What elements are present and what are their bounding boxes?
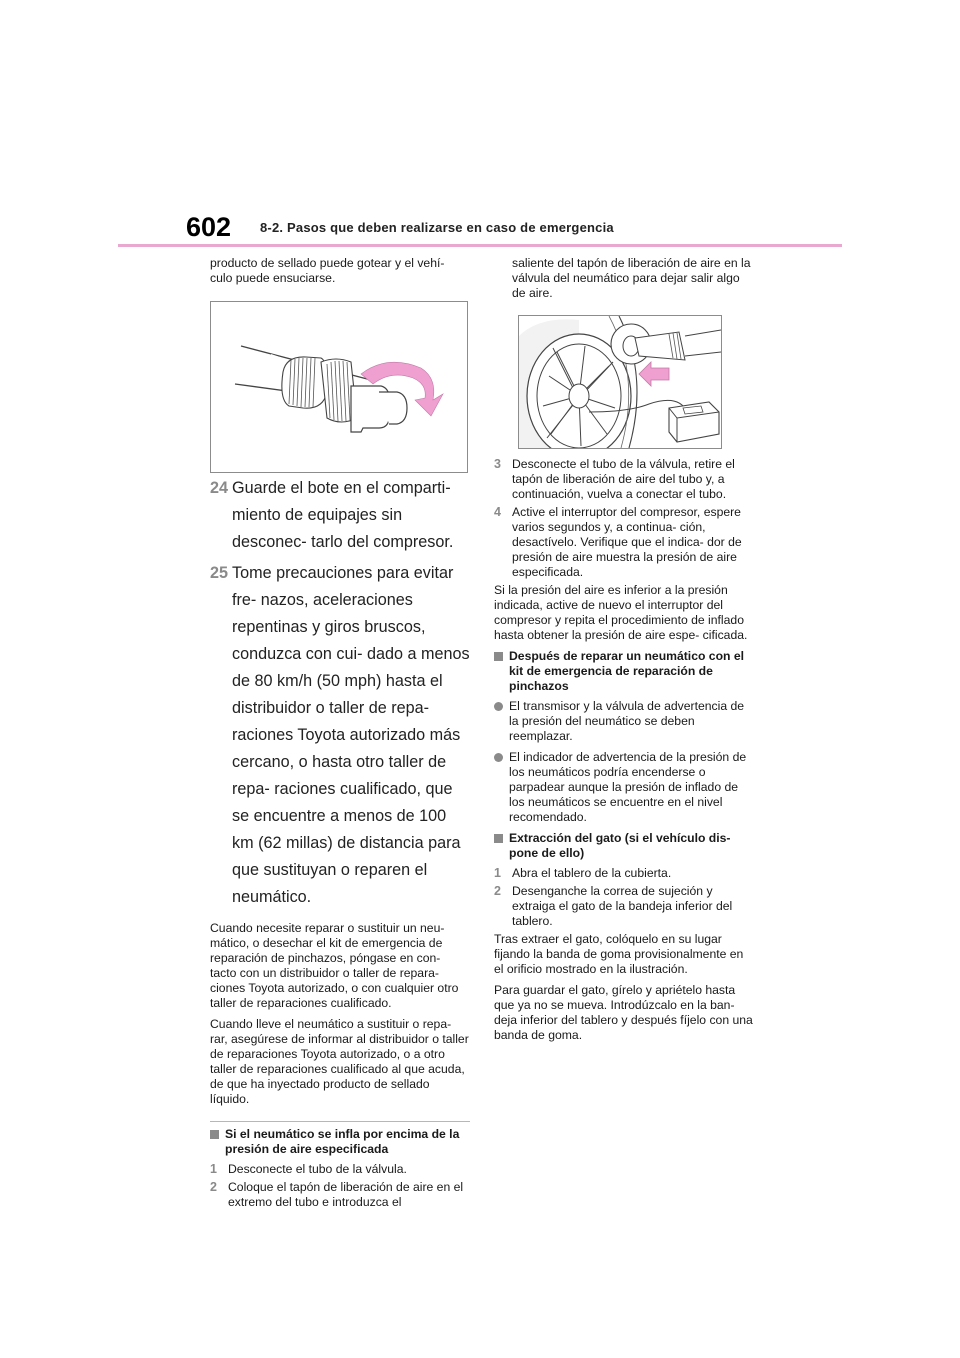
section-title: 8-2. Pasos que deben realizarse en caso de emergencia <box>260 220 614 235</box>
step-text: Guarde el bote en el comparti- miento de equipajes sin desconec- tarlo del compresor. <box>232 479 454 551</box>
header-divider <box>118 244 842 247</box>
step-item <box>494 457 754 502</box>
step-text: Abra el tablero de la cubierta. <box>512 866 672 880</box>
bullet-text: El indicador de advertencia de la presión de los neumáticos podría encenderse o parpadear aunque la presión de inflado de los neumáticos se encuentre en el nivel recomendado. <box>509 750 747 824</box>
hose-cap-image <box>211 302 467 472</box>
left-column <box>210 256 470 1213</box>
paragraph: Si la presión del aire es inferior a la presión indicada, active de nuevo el interruptor del compresor y repita el procedimiento de inflado hasta obtener la presión de aire espe- cificada. <box>494 583 748 642</box>
step-text: Active el interruptor del compresor, espere varios segundos y, a continua- ción, desactívelo. Verifique que el indica- dor de presión de aire muestra la presión de aire especificada. <box>512 505 742 579</box>
step-number: 24 <box>210 479 229 497</box>
subheading-text: Extracción del gato (si el vehículo dis- pone de ello) <box>509 831 731 860</box>
bullet-item <box>494 750 754 825</box>
step-text: Desconecte el tubo de la válvula, retire el tapón de liberación de aire del tubo y, a continuación, vuelva a conectar el tubo. <box>512 457 735 501</box>
step-text: Desenganche la correa de sujeción y extraiga el gato de la bandeja inferior del tablero. <box>512 884 733 928</box>
subheading <box>210 1127 470 1157</box>
step-number: 1 <box>210 1162 217 1176</box>
circle-bullet-icon <box>494 753 503 762</box>
subheading <box>494 831 754 861</box>
step-text: Tome precauciones para evitar fre- nazos, aceleraciones repentinas y giros bruscos, conduzca con cui- dado a menos de 80 km/h (50 mph) hasta el distribuidor o taller de repa- raciones Toyota autorizado más cercano, o hasta otro taller de repa- raciones cualificado, que se encuentre a menos de 100 km (62 millas) de distancia para que sustituyan o reparen el neumático. <box>232 564 470 906</box>
square-bullet-icon <box>210 1130 219 1139</box>
cap-illustration <box>210 301 468 473</box>
step-25 <box>210 560 470 911</box>
subheading <box>494 649 754 694</box>
paragraph: Tras extraer el gato, colóquelo en su lugar fijando la banda de goma provisionalmente en el orificio mostrado en la ilustración. <box>494 932 744 976</box>
step-number: 4 <box>494 505 501 519</box>
subheading-text: Si el neumático se infla por encima de la presión de aire especificada <box>225 1127 460 1156</box>
step-item <box>494 884 754 929</box>
step-number: 25 <box>210 564 229 582</box>
step-number: 3 <box>494 457 501 471</box>
step-24 <box>210 475 470 556</box>
paragraph: Cuando lleve el neumático a sustituir o repa- rar, asegúrese de informar al distribuidor o taller de reparaciones Toyota autorizado, o a otro taller de reparaciones cualificado al que acuda, de que ha inyectado producto de sellado líquido. <box>210 1017 469 1106</box>
square-bullet-icon <box>494 652 503 661</box>
intro-text: producto de sellado puede gotear y el vehí- culo puede ensuciarse. <box>210 256 445 285</box>
step-item <box>494 505 754 580</box>
circle-bullet-icon <box>494 702 503 711</box>
right-column <box>494 256 754 1049</box>
page-number: 602 <box>186 212 232 242</box>
step-text: Coloque el tapón de liberación de aire en el extremo del tubo e introduzca el <box>228 1180 464 1209</box>
bullet-item <box>494 699 754 744</box>
valve-illustration <box>518 315 722 449</box>
step-number: 1 <box>494 866 501 880</box>
subheading-text: Después de reparar un neumático con el kit de emergencia de reparación de pinchazos <box>509 649 745 693</box>
intro-text: saliente del tapón de liberación de aire en la válvula del neumático para dejar salir algo de aire. <box>512 256 751 300</box>
paragraph: Para guardar el gato, gírelo y apriételo hasta que ya no se mueva. Introdúzcalo en la ban- deja inferior del tablero y después fíjelo con una banda de goma. <box>494 983 753 1042</box>
step-number: 2 <box>210 1180 217 1194</box>
wheel-valve-image <box>519 316 721 448</box>
step-item <box>494 866 754 881</box>
step-number: 2 <box>494 884 501 898</box>
section-divider <box>210 1121 470 1122</box>
step-item <box>210 1162 470 1177</box>
step-item <box>210 1180 470 1210</box>
paragraph: Cuando necesite reparar o sustituir un neu- mático, o desechar el kit de emergencia de reparación de pinchazos, póngase en con- tacto con un distribuidor o taller de repara- ciones Toyota autorizado, o con cualquier otro taller de reparaciones cualificado. <box>210 921 459 1010</box>
square-bullet-icon <box>494 834 503 843</box>
bullet-text: El transmisor y la válvula de advertencia de la presión del neumático se deben reemplazar. <box>509 699 745 743</box>
step-text: Desconecte el tubo de la válvula. <box>228 1162 407 1176</box>
